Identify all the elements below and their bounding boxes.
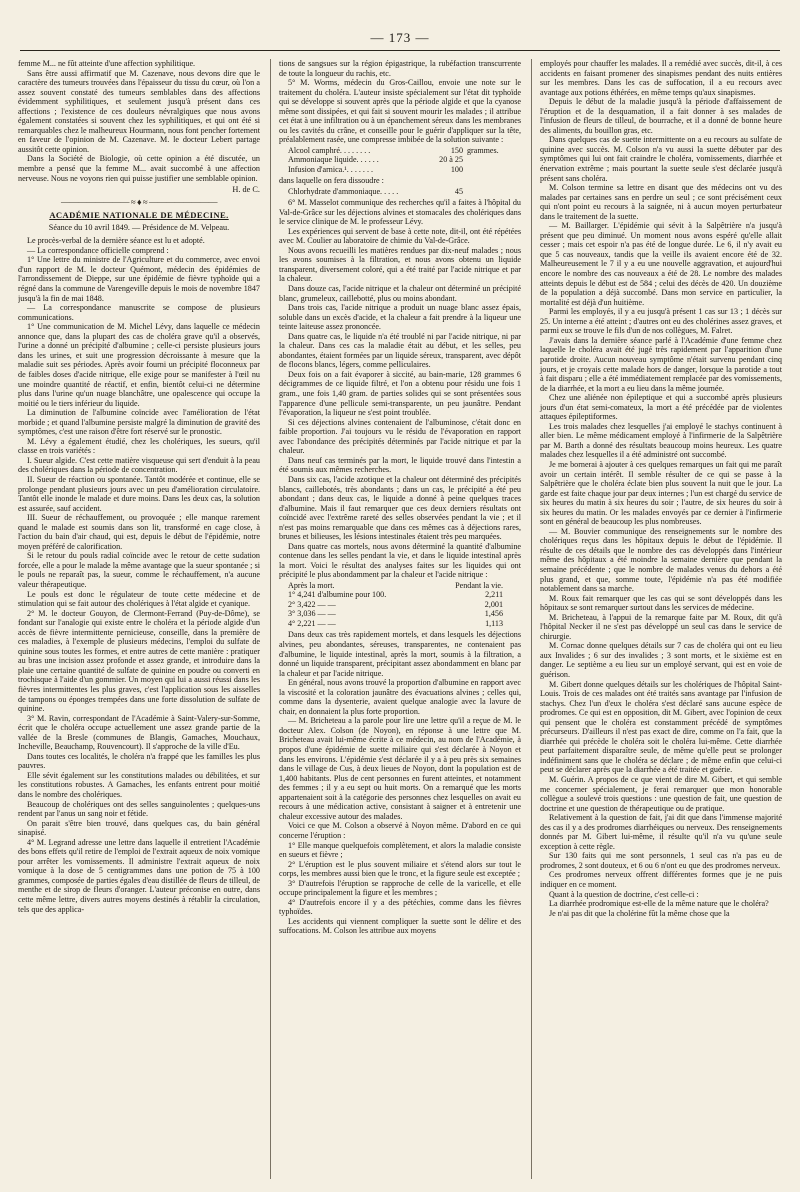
albumin-row [279,600,521,610]
paragraph: 5° M. Worms, médecin du Gros-Caillou, envoie une note sur le traitement du choléra. L'auteur insiste spécialement sur l'état dit typhoïde qui se développe si souvent après que la période algide et que la cyanose même sont dissipées, et qui fait si souvent mourir les malades ; il attribue cet état à une infiltration ou à un épanchement séreux dans les membranes ou les cavités du crâne, et conseille pour le guérir d'appliquer sur la tête, préalablement rasée, une compresse imbibée de la solution suivante : [279,78,521,145]
albumin-row [279,590,521,600]
paragraph: On parait s'être bien trouvé, dans quelques cas, du bain général sinapisé. [18,818,260,838]
recipe-unit [467,155,521,164]
paragraph: 1° Elle manque quelquefois complètement, et alors la maladie consiste en sueurs et fièvre ; [279,840,521,860]
albumin-during-life: 2,001 [484,599,503,609]
recipe-unit: grammes. [467,145,499,155]
paragraph: Dans deux cas très rapidement mortels, et dans lesquels les déjections alvines, peu abondantes, séreuses, transparentes, ne contenaient pas d'albumine, le liquide intestinal, après la mort, soumis à la filtration, a donné un liquide transparent, précipitant assez abondamment en blanc par la chaleur et par l'acide nitrique. [279,630,521,678]
recipe-unit [467,187,521,196]
albumin-after-death: 3° 3,036 — — [288,609,336,619]
recipe-item: Alcool camphré. . . . . . . . [288,145,371,155]
paragraph: — M. Bricheteau a la parole pour lire une lettre qu'il a reçue de M. le docteur Alex. Colson (de Noyon), en réponse à une lettre que M. Bricheteau avait lui-même écrite à ce médecin, au nom de l'Académie, à propos d'une épidémie de suette miliaire qui s'est déclarée à Noyon et dans les environs. L'épidémie s'est déclarée il y a à peu près six semaines dans le village de Cus, à deux lieues de Noyon, dont la population est de 1,400 habitants. Plus de cent personnes en furent atteintes, et notamment des femmes ; il y a eu sept ou huit morts. On a remarqué que les morts appartenaient soit à la catégorie des personnes chez lesquelles on avait eu recours à une médication active, consistant à saigner et à entretenir une chaleur excessive autour des malades. [279,716,521,821]
albumin-row [279,609,521,619]
recipe-row [279,155,521,164]
recipe-item: Chlorhydrate d'ammoniaque. . . . . [288,186,399,196]
paragraph: III. Sueur de réchauffement, ou provoquée ; elle manque rarement quand le malade est soumis dans son lit, transformé en cage close, à l'action du bain d'air chaud, qui est, depuis le début de l'épidémie, notre moyen préféré de calorification. [18,513,260,551]
paragraph: 2° M. le docteur Gouyon, de Clermont-Ferrand (Puy-de-Dôme), se fondant sur l'analogie qui existe entre le choléra et la période algide d'un accès de fièvre intermittente pernicieuse, conseille, dans la première de ces maladies, à l'exemple de plusieurs médecins, l'emploi du sulfate de quinine sous toutes les formes, et entre autres de cette manière : pratiquer au bras une incision assez profonde et assez grande, et introduire dans la plaie une certaine quantité de sulfate de quinine en poudre ou converti en trochisque à l'aide d'un gommier. Un moyen qui lui a aussi réussi dans les fièvres intermittentes les plus graves, c'est l'application sous les aisselles de tampons ou éponges trempées dans une forte dissolution de sulfate de quinine. [18,608,260,714]
albumin-header-after-death: Après la mort. [288,580,335,590]
paragraph: Ces prodromes nerveux offrent différentes formes que je ne puis indiquer en ce moment. [540,870,782,890]
paragraph: Dans trois cas, l'acide nitrique a produit un nuage blanc assez épais, soluble dans un excès d'acide, et la chaleur a fait prendre à la liqueur une teinte laiteuse assez prononcée. [279,303,521,332]
paragraph: Depuis le début de la maladie jusqu'à la période d'affaissement de l'éruption et de la desquamation, il a fait donner à ses malades de l'infusion de fleurs de tilleul, de bourrache, et il a donné de bonne heure des aliments, du bouillon gras, etc. [540,97,782,135]
albumin-during-life: 1,113 [485,618,503,628]
paragraph: Beaucoup de cholériques ont des selles sanguinolentes ; quelques-uns rendent par l'anus un sang noir et fétide. [18,799,260,819]
paragraph: Dans quatre cas, le liquide n'a été troublé ni par l'acide nitrique, ni par la chaleur. Dans ces cas la maladie était au début, et les selles, peu abondantes, étaient formées par un liquide séreux, transparent, avec dépôt de flocons blancs, légers, comme pelliculaires. [279,331,521,370]
recipe-qty: 45 [454,186,463,196]
recipe-row [279,146,521,155]
paragraph: La diarrhée prodromique est-elle de la même nature que le choléra? [549,899,769,909]
paragraph: 1° Une communication de M. Michel Lévy, dans laquelle ce médecin annonce que, dans la plupart des cas de choléra grave qu'il a observés, l'urine a donné un précipité d'albumine ; celle-ci persiste plusieurs jours dans les urines, et suit une progression décroissante à mesure que la maladie suit ses périodes. Après avoir fourni un précipité floconneux par de faibles doses d'acide nitrique, elle exige pour se manifester à l'œil nu une moindre quantité de réactif, et enfin, bientôt celui-ci ne détermine plus dans l'urine qu'un nuage blanchâtre, une opalescence qui occupe la moitié ou le tiers inférieur du liquide. [18,322,260,408]
paragraph: II. Sueur de réaction ou spontanée. Tantôt modérée et continue, elle se prolonge pendant plusieurs jours avec un peu d'amélioration circulatoire. Tantôt elle inonde le malade et dure moins. Dans les deux cas, la solution est assurée, sauf accident. [18,474,260,513]
header-rule [20,50,780,51]
paragraph: 4° M. Legrand adresse une lettre dans laquelle il entretient l'Académie des bons effets qu'il retire de l'emploi de l'extrait aqueux de noix vomique pour arrêter les vomissements. Il administre l'extrait aqueux de noix vomique à la dose de 5 centigrammes dans une potion de 75 à 100 grammes, composée de parties égales d'eau distillée de fleurs de tilleul, de menthe et de sirop de fleurs d'oranger. L'auteur préconise en outre, dans cette même lettre, divers autres moyens destinés à rétablir la circulation, tels que des applica- [18,837,260,914]
albumin-during-life: 2,211 [485,590,503,600]
column-2 [270,59,521,1179]
paragraph: M. Gibert donne quelques détails sur les cholériques de l'hôpital Saint-Louis. Trois de ces malades ont été traités sans avantage par l'infusion de stachys. Chez l'un d'eux le choléra s'est déclaré sans aucune espèce de prodromes. Ce qui est en opposition, dit M. Gibert, avec l'opinion de ceux qui pensent que le choléra est constamment précédé de symptômes précurseurs. D'ailleurs il n'est pas exact de dire, comme on l'a fait, que la diarrhée qui précède le choléra soit le choléra lui-même. Cette diarrhée peut parfaitement disparaître seule, de même qu'elle peut se prolonger indéfiniment sans que le choléra se déclare ; de même enfin que celui-ci peut se déclarer après que la diarrhée a été traitée et guérie. [540,679,782,775]
paragraph: Les expériences qui servent de base à cette note, dit-il, ont été répétées avec M. Coulier au laboratoire de chimie du Val-de-Grâce. [279,226,521,246]
recipe-table [279,187,521,196]
paragraph: Nous avons recueilli les matières rendues par dix-neuf malades ; nous les avons soumises à la filtration, et nous avons obtenu un liquide transparent, diversement coloré, qui a été traité par l'acide nitrique et par la chaleur. [279,245,521,284]
author-signature: H. de C. [232,185,260,195]
albumin-header-during-life: Pendant la vie. [455,580,503,590]
paragraph: — La correspondance manuscrite se compose de plusieurs communications. [18,303,260,322]
paragraph: Dans six cas, l'acide azotique et la chaleur ont déterminé des précipités blancs, caillebotés, très abondants ; dans un cas, le précipité a été peu abondant ; dans deux cas, le liquide a donné à peine quelques traces d'albumine. Mais il faut remarquer que ces deux derniers résultats ont coïncidé avec l'extrême rareté des selles observées pendant la vie ; et il n'est pas moins remarquable que dans ces mêmes cas à déjections rares, brunes et bilieuses, les lésions intestinales étaient très peu marquées. [279,474,521,542]
paragraph: Sans être aussi affirmatif que M. Cazenave, nous devons dire que le caractère des tumeurs trouvées dans l'épaisseur du tissu du cœur, où l'on a assez souvent constaté des tumeurs semblables dans des affections évidemment syphilitiques, et seulement jusqu'à présent dans ces affections ; l'existence de ces douleurs névralgiques que nous avons également constatées si souvent chez les syphilitiques, et qui ont été si remarquables chez le malheureux Hourmann, nous font pencher fortement en faveur de l'opinion de M. Cazenave. M. le docteur Lebert partage aussitôt cette opinion. [18,68,260,154]
paragraph: M. Cornac donne quelques détails sur 7 cas de choléra qui ont eu lieu aux Invalides ; 6 sur des invalides ; 3 sont morts, et le sixième est en danger. Le septième a eu lieu sur un employé servant, qui est en voie de guérison. [540,641,782,679]
paragraph: 3° M. Ravin, correspondant de l'Académie à Saint-Valery-sur-Somme, écrit que le choléra occupe actuellement une assez grande partie de la vallée de la Bresle (communes de Blangis, Gamaches, Mouchaux, Incheville, Beauchamp, Rouvencourt). Il s'approche de la ville d'Eu. [18,713,260,752]
recipe-qty: 150 [450,145,463,155]
session-heading: Séance du 10 avril 1849. — Présidence de M. Velpeau. [48,222,230,232]
recipe-unit [467,165,521,174]
paragraph: tions de sangsues sur la région épigastrique, la rubéfaction transcurrente de toute la longueur du rachis, etc. [279,59,521,78]
paragraph: Dans toutes ces localités, le choléra n'a frappé que les familles les plus pauvres. [18,751,260,771]
paragraph: Le procès-verbal de la dernière séance est lu et adopté. [27,236,205,246]
paragraph: employés pour chauffer les malades. Il a remédié avec succès, dit-il, à ces accidents en faisant promener des sinapismes pendant des nuits entières sur les membres. Dans les cas de suffocation, il a eu recours avec avantage aux potions éthérées, en même temps qu'aux sinapismes. [540,59,782,97]
page-number: — 173 — [370,30,430,45]
paragraph: 1° Une lettre du ministre de l'Agriculture et du commerce, avec envoi d'un rapport de M. le docteur Quémont, médecin des épidémies de l'arrondissement de Dieppe, sur une épidémie de fièvre typhoïde qui a régné dans la commune de Varengeville depuis le mois de novembre 1847 jusqu'à la fin de mai 1848. [18,255,260,303]
paragraph: Les accidents qui viennent compliquer la suette sont le délire et des suffocations. M. Colson les attribue aux moyens [279,916,521,936]
paragraph: — M. Baillarger. L'épidémie qui sévit à la Salpêtrière n'a jusqu'à présent que peu diminué. Un moment nous avons espéré qu'elle allait cesser ; mais cet espoir n'a pas été de longue durée. Le 6, il n'y avait eu que 5 cas nouveaux, tandis que la veille ils avaient encore été de 32. Malheureusement le 7 il y a eu une nouvelle aggravation, et aujourd'hui encore le nombre des cas nouveaux a été de 28. Le nombre des malades atteints depuis le début est de 584 ; celui des décès de 420. Un douzième de la population a déjà succombé. Dans mon service en particulier, la mortalité est déjà d'un huitième. [540,221,782,307]
paragraph: En général, nous avons trouvé la proportion d'albumine en rapport avec la viscosité et la coloration jaunâtre des évacuations alvines ; celles qui, comme dans la dysenterie, avaient quelque analogie avec la lavure de chair, en donnaient la plus forte proportion. [279,678,521,716]
paragraph: — M. Bouvier communique des renseignements sur le nombre des cholériques reçus dans les hôpitaux depuis le début de l'épidémie. Il résulte de ces détails que le nombre des cas développés dans l'intérieur même des hôpitaux a été moindre la semaine dernière que pendant la semaine précédente ; que le nombre de malades venus du dehors a été plus grand, et que, somme toute, l'épidémie n'a pas été modifiée notablement dans sa marche. [540,526,782,594]
paragraph: 4° D'autrefois encore il y a des pétéchies, comme dans les fièvres typhoïdes. [279,897,521,917]
paragraph: — La correspondance officielle comprend : [27,245,169,255]
recipe-qty: 100 [450,164,463,174]
paragraph: M. Guérin. A propos de ce que vient de dire M. Gibert, et qui semble me concerner spécialement, je ferai remarquer que mon honorable collègue a soulevé trois questions : une question de fait, une question de doctrine et une question de thérapeutique ou de pratique. [540,775,782,813]
text-columns [18,59,782,1179]
albumin-after-death: 1° 4,241 d'albumine pour 100. [288,590,387,600]
paragraph: Deux fois on a fait évaporer à siccité, au bain-marie, 128 grammes 6 décigrammes de ce liquide filtré, et l'on a obtenu pour résidu une fois 1 gram., une fois 1,40 gram. de parties solides qui se sont présentées sous l'apparence d'une pellicule semi-transparente, un peu jaunâtre. Pendant l'évaporation, la liqueur ne s'est point troublée. [279,369,521,418]
paragraph: Dans douze cas, l'acide nitrique et la chaleur ont déterminé un précipité blanc, grumeleux, caillebotté, plus ou moins abondant. [279,284,521,303]
paragraph: Elle sévit également sur les constitutions malades ou débilitées, et sur les constitutions robustes. A Gamaches, les enfants entrent pour moitié dans le nombre des cholériques. [18,770,260,800]
albumin-after-death: 2° 3,422 — — [288,599,336,609]
paragraph: dans laquelle on fera dissoudre : [279,176,384,186]
paragraph: femme M... ne fût atteinte d'une affection syphilitique. [18,59,196,68]
paragraph: Parmi les employés, il y a eu jusqu'à présent 1 cas sur 13 ; 1 décès sur 25. Un interne a été atteint ; d'autres ont eu des cholérines assez graves, et parmi eux se trouve le fils d'un de nos collègues, M. Falret. [540,307,782,336]
paragraph: Dans neuf cas terminés par la mort, le liquide trouvé dans l'intestin a été soumis aux mêmes recherches. [279,455,521,475]
paragraph: Dans quelques cas de suette intermittente on a eu recours au sulfate de quinine avec succès. M. Colson n'a vu aussi la suette débuter par des symptômes qui lui ont fait craindre le choléra, vomissements, diarrhée et énervation extrême ; mais pourtant la suette seule s'est déclarée jusqu'à présent sans choléra. [540,135,782,183]
paragraph: La diminution de l'albumine coïncide avec l'amélioration de l'état morbide ; et quand l'albumine persiste malgré la diminution de gravité des symptômes, c'est une raison d'être fort réservé sur le pronostic. [18,408,260,437]
albumin-table [279,581,521,629]
paragraph: Dans la Société de Biologie, où cette opinion a été discutée, un membre a pensé que la femme M... avait succombé à une affection nerveuse. Nous ne voyons rien qui puisse justifier une semblable opinion. [18,154,260,183]
paragraph: Je n'ai pas dit que la cholérine fût la même chose que la [549,908,730,918]
paragraph: Relativement à la question de fait, j'ai dit que dans l'immense majorité des cas il y a des prodromes diarrhéiques ou nerveux. Des renseignements donnés par M. Gibert lui-même, il résulte qu'il n'a vu qu'une seule exception à cette règle. [540,813,782,851]
albumin-after-death: 4° 2,221 — — [288,618,336,628]
paragraph: Si ces déjections alvines contenaient de l'albuminose, c'était donc en faible proportion. J'ai toujours vu le résidu de l'évaporation en rapport avec l'abondance des précipités déterminés par l'acide nitrique et par la chaleur. [279,417,521,456]
paragraph: Le pouls est donc le régulateur de toute cette médecine et de stimulation qui se fait autour des cholériques à l'état algide et cyanique. [18,589,260,609]
albumin-row [279,619,521,629]
albumin-header-row [279,581,521,591]
paragraph: 6° M. Masselot communique des recherches qu'il a faites à l'hôpital du Val-de-Grâce sur les déjections alvines et stomacales des cholériques dans le service clinique de M. le professeur Lévy. [279,198,521,227]
column-1 [18,59,260,1179]
recipe-row [279,165,521,174]
paragraph: Sur 130 faits qui me sont personnels, 1 seul cas n'a pas eu de prodromes, 2 sont douteux, et 6 ou 6 n'ont eu que des prodromes nerveux. [540,851,782,870]
albumin-during-life: 1,456 [484,609,503,619]
recipe-row [279,187,521,196]
paragraph: M. Bricheteau, à l'appui de la remarque faite par M. Roux, dit qu'à l'hôpital Necker il ne s'est pas développé un seul cas dans le service de chirurgie. [540,612,782,641]
column-3 [531,59,782,1179]
recipe-qty: 20 à 25 [439,155,463,165]
paragraph: Je me bornerai à ajouter à ces quelques remarques un fait qui me paraît avoir un certain intérêt. Il semble résulter de ce qui se passe à la Salpêtrière que le choléra éclate bien plus souvent la nuit que le jour. La garde est faite chaque jour par deux internes ; l'un est chargé du service de six heures du matin à six heures du soir ; l'autre, de six heures du soir à six heures du matin. Or les malades envoyés par ce dernier à l'infirmerie sont en général de beaucoup les plus nombreuses. [540,459,782,527]
paragraph: Quant à la question de doctrine, c'est celle-ci : [549,889,699,899]
paragraph: Si le retour du pouls radial coïncide avec le retour de cette sudation forcée, elle a pour le malade la même avantage que la sueur spontanée ; si le pouls ne reparaît pas, la sueur, comme le réchauffement, n'a aucune valeur thérapeutique. [18,551,260,589]
paragraph: I. Sueur algide. C'est cette matière visqueuse qui sert d'enduit à la peau des cholériques dans la période de concentration. [18,455,260,475]
recipe-item: Ammoniaque liquide. . . . . . [288,155,379,165]
paragraph: Voici ce que M. Colson a observé à Noyon même. D'abord en ce qui concerne l'éruption : [279,821,521,840]
recipe-table [279,146,521,174]
paragraph: 3° D'autrefois l'éruption se rapproche de celle de la varicelle, et elle occupe principalement la figure et les membres ; [279,878,521,898]
section-title: ACADÉMIE NATIONALE DE MÉDECINE. [49,210,229,221]
paragraph: Les trois malades chez lesquelles j'ai employé le stachys continuent à aller bien. Le même médicament employé à l'infirmerie de la Salpêtrière par M. Barth a donné des résultats beaucoup moins heureux. Les quatre malades chez lesquelles il a été administré ont succombé. [540,421,782,460]
ornamental-divider: ———————— ≈ ♦ ≈ ———————— [61,196,217,207]
recipe-item: Infusion d'arnica.¹. . . . . . . [288,164,374,174]
paragraph: Chez une aliénée non épileptique et qui a succombé après plusieurs jours d'un état semi-comateux, la mort a été précédée par de violentes attaques épileptiformes. [540,393,782,422]
paragraph: Dans quatre cas mortels, nous avons déterminé la quantité d'albumine contenue dans les selles pendant la vie, et dans le liquide intestinal après la mort. Voici le résultat des analyses faites sur les liquides qui ont précipité le plus abondamment par la chaleur et l'acide nitrique : [279,541,521,580]
paragraph: M. Lévy a également étudié, chez les cholériques, les sueurs, qu'il classe en trois variétés : [18,436,260,456]
paragraph: M. Colson termine sa lettre en disant que des médecins ont vu des malades par certaines sans en perdre un seul ; ce sont précisément ceux qui n'ont point eu recours à la saignée, ni à aucun moyen perturbateur dans le traitement de la suette. [540,183,782,221]
paragraph: M. Roux fait remarquer que les cas qui se sont développés dans les hôpitaux se sont remarquer surtout dans les services de médecine. [540,593,782,613]
paragraph: 2° L'éruption est le plus souvent miliaire et s'étend alors sur tout le corps, les membres aussi bien que le tronc, et la figure seule est exceptée ; [279,859,521,879]
paragraph: J'avais dans la dernière séance parlé à l'Académie d'une femme chez laquelle le choléra avait été jugé très rapidement par l'apparition d'une parotide droite. Aucun nouveau symptôme n'était survenu pendant cinq jours, et je croyais cette malade hors de danger, lorsque la parotide a tout à fait disparu ; elle a été immédiatement remplacée par des vomissements, de la diarrhée, et la mort a eu lieu dans la même journée. [540,335,782,393]
